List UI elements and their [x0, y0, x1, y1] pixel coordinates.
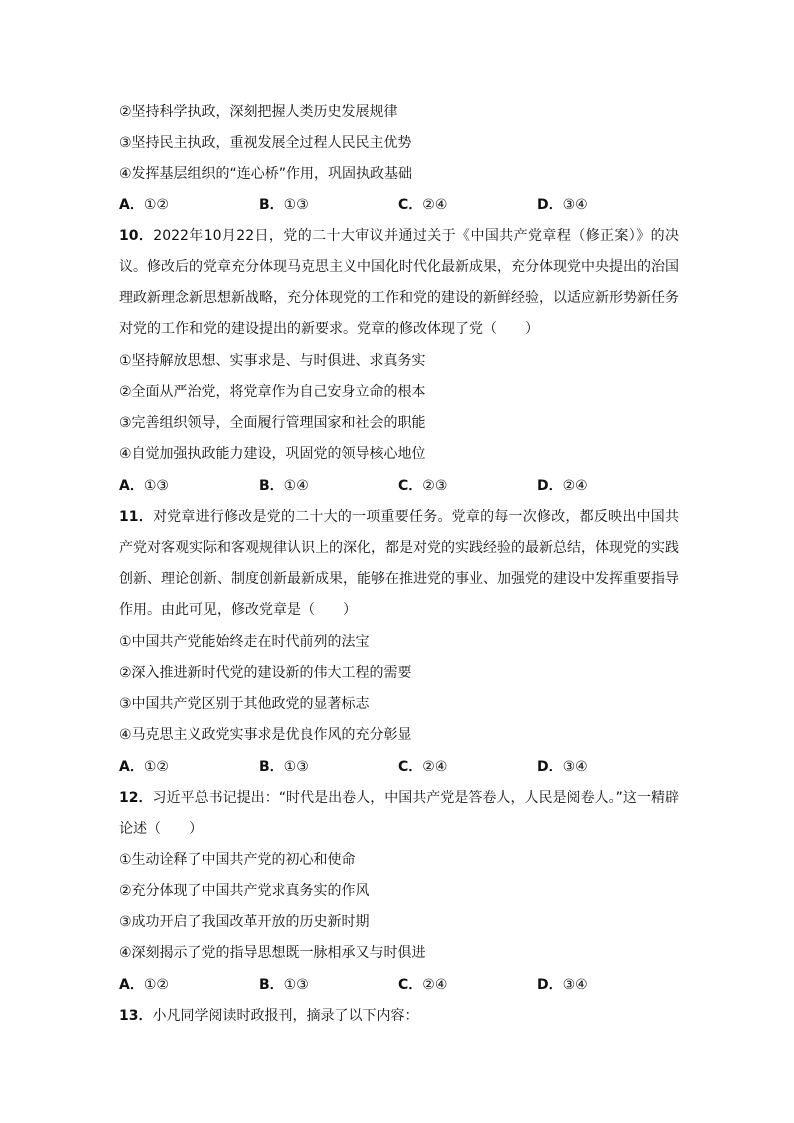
q9-choices — [119, 196, 679, 214]
choice-label: B． — [259, 977, 284, 993]
q9-choice-d[interactable] — [537, 196, 588, 214]
q11-stem-text: 对党章进行修改是党的二十大的一项重要任务。党章的每一次修改，都反映出中国共产党对客观实际和客观规律认识上的深化，都是对党的实践经验的最新总结，体现党的实践创新、理论创新、制度创新最新成果，能够在推进党的事业、加强党的建设中发挥重要指导作用。由此可见，修改党章是（ ） — [119, 509, 680, 618]
choice-label: C． — [398, 197, 423, 213]
q11-choice-d[interactable] — [537, 758, 588, 776]
choice-value: ①③ — [283, 759, 309, 775]
q11-option-2: ②深入推进新时代党的建设新的伟大工程的需要 — [119, 665, 412, 681]
choice-value: ①② — [143, 977, 169, 993]
q10-choice-a[interactable] — [119, 477, 169, 495]
choice-label: A． — [119, 197, 144, 213]
q10-option-4: ④自觉加强执政能力建设，巩固党的领导核心地位 — [119, 446, 426, 462]
q11-choices — [119, 758, 679, 776]
choice-value: ②④ — [562, 478, 588, 494]
choice-label: C． — [398, 478, 423, 494]
q11-choice-a[interactable] — [119, 758, 169, 776]
q12-stem — [119, 783, 679, 845]
choice-label: A． — [119, 478, 144, 494]
choice-value: ②④ — [422, 977, 448, 993]
choice-value: ③④ — [562, 759, 588, 775]
choice-value: ①④ — [283, 478, 309, 494]
q9-option-3: ③坚持民主执政，重视发展全过程人民民主优势 — [119, 135, 412, 151]
q12-option-2: ②充分体现了中国共产党求真务实的作风 — [119, 883, 370, 899]
choice-label: C． — [398, 977, 423, 993]
q11-option-1: ①中国共产党能始终走在时代前列的法宝 — [119, 634, 370, 650]
choice-label: A． — [119, 759, 144, 775]
q12-choice-a[interactable] — [119, 976, 169, 994]
q11-stem — [119, 502, 679, 626]
q12-stem-text: 习近平总书记提出：“时代是出卷人，中国共产党是答卷人，人民是阅卷人。”这一精辟论述（ ） — [119, 790, 680, 837]
q9-choice-b[interactable] — [259, 196, 309, 214]
q9-choice-c[interactable] — [398, 196, 447, 214]
q12-option-4: ④深刻揭示了党的指导思想既一脉相承又与时俱进 — [119, 945, 426, 961]
choice-value: ①③ — [143, 478, 169, 494]
choice-value: ①③ — [283, 197, 309, 213]
q10-option-2: ②全面从严治党，将党章作为自己安身立命的根本 — [119, 384, 426, 400]
q11-option-4: ④马克思主义政党实事求是优良作风的充分彰显 — [119, 727, 412, 743]
q10-choice-d[interactable] — [537, 477, 588, 495]
choice-label: C． — [398, 759, 423, 775]
q10-option-3: ③完善组织领导，全面履行管理国家和社会的职能 — [119, 415, 426, 431]
q11-option-3: ③中国共产党区别于其他政党的显著标志 — [119, 696, 370, 712]
q10-number: 10． — [119, 228, 154, 244]
choice-value: ①② — [143, 197, 169, 213]
q11-number: 11． — [119, 509, 153, 525]
q12-number: 12． — [119, 790, 153, 806]
choice-value: ②③ — [422, 478, 448, 494]
q12-choice-b[interactable] — [259, 976, 309, 994]
choice-value: ②④ — [422, 197, 448, 213]
q12-option-1: ①生动诠释了中国共产党的初心和使命 — [119, 852, 356, 868]
choice-label: D． — [537, 759, 563, 775]
q13-stem-text: 小凡同学阅读时政报刊，摘录了以下内容： — [152, 1008, 419, 1024]
choice-value: ③④ — [562, 197, 588, 213]
q9-option-4: ④发挥基层组织的“连心桥”作用，巩固执政基础 — [119, 166, 413, 182]
choice-value: ③④ — [562, 977, 588, 993]
choice-value: ①② — [143, 759, 169, 775]
choice-label: A． — [119, 977, 144, 993]
q10-choice-b[interactable] — [259, 477, 309, 495]
choice-value: ②④ — [422, 759, 448, 775]
q10-option-1: ①坚持解放思想、实事求是、与时俱进、求真务实 — [119, 353, 426, 369]
q12-option-3: ③成功开启了我国改革开放的历史新时期 — [119, 914, 370, 930]
q10-choices — [119, 477, 679, 495]
choice-label: D． — [537, 478, 563, 494]
q10-choice-c[interactable] — [398, 477, 447, 495]
q12-choices — [119, 976, 679, 994]
choice-label: B． — [259, 478, 284, 494]
q9-option-2: ②坚持科学执政，深刻把握人类历史发展规律 — [119, 104, 398, 120]
q11-choice-c[interactable] — [398, 758, 447, 776]
q10-stem-text: 2022年10月22日，党的二十大审议并通过关于《中国共产党章程（修正案）》的决议。修改后的党章充分体现马克思主义中国化时代化最新成果，充分体现党中央提出的治国理政新理念新思想新战略，充分体现党的工作和党的建设的新鲜经验，以适应新形势新任务对党的工作和党的建设提出的新要求。党章的修改体现了党（ ） — [119, 228, 679, 337]
q13-stem — [119, 1007, 679, 1025]
q10-stem — [119, 221, 679, 345]
choice-label: D． — [537, 977, 563, 993]
q12-choice-c[interactable] — [398, 976, 447, 994]
q13-number: 13． — [119, 1008, 153, 1024]
choice-label: B． — [259, 759, 284, 775]
choice-label: B． — [259, 197, 284, 213]
choice-label: D． — [537, 197, 563, 213]
q11-choice-b[interactable] — [259, 758, 309, 776]
q9-choice-a[interactable] — [119, 196, 169, 214]
q12-choice-d[interactable] — [537, 976, 588, 994]
choice-value: ①③ — [283, 977, 309, 993]
